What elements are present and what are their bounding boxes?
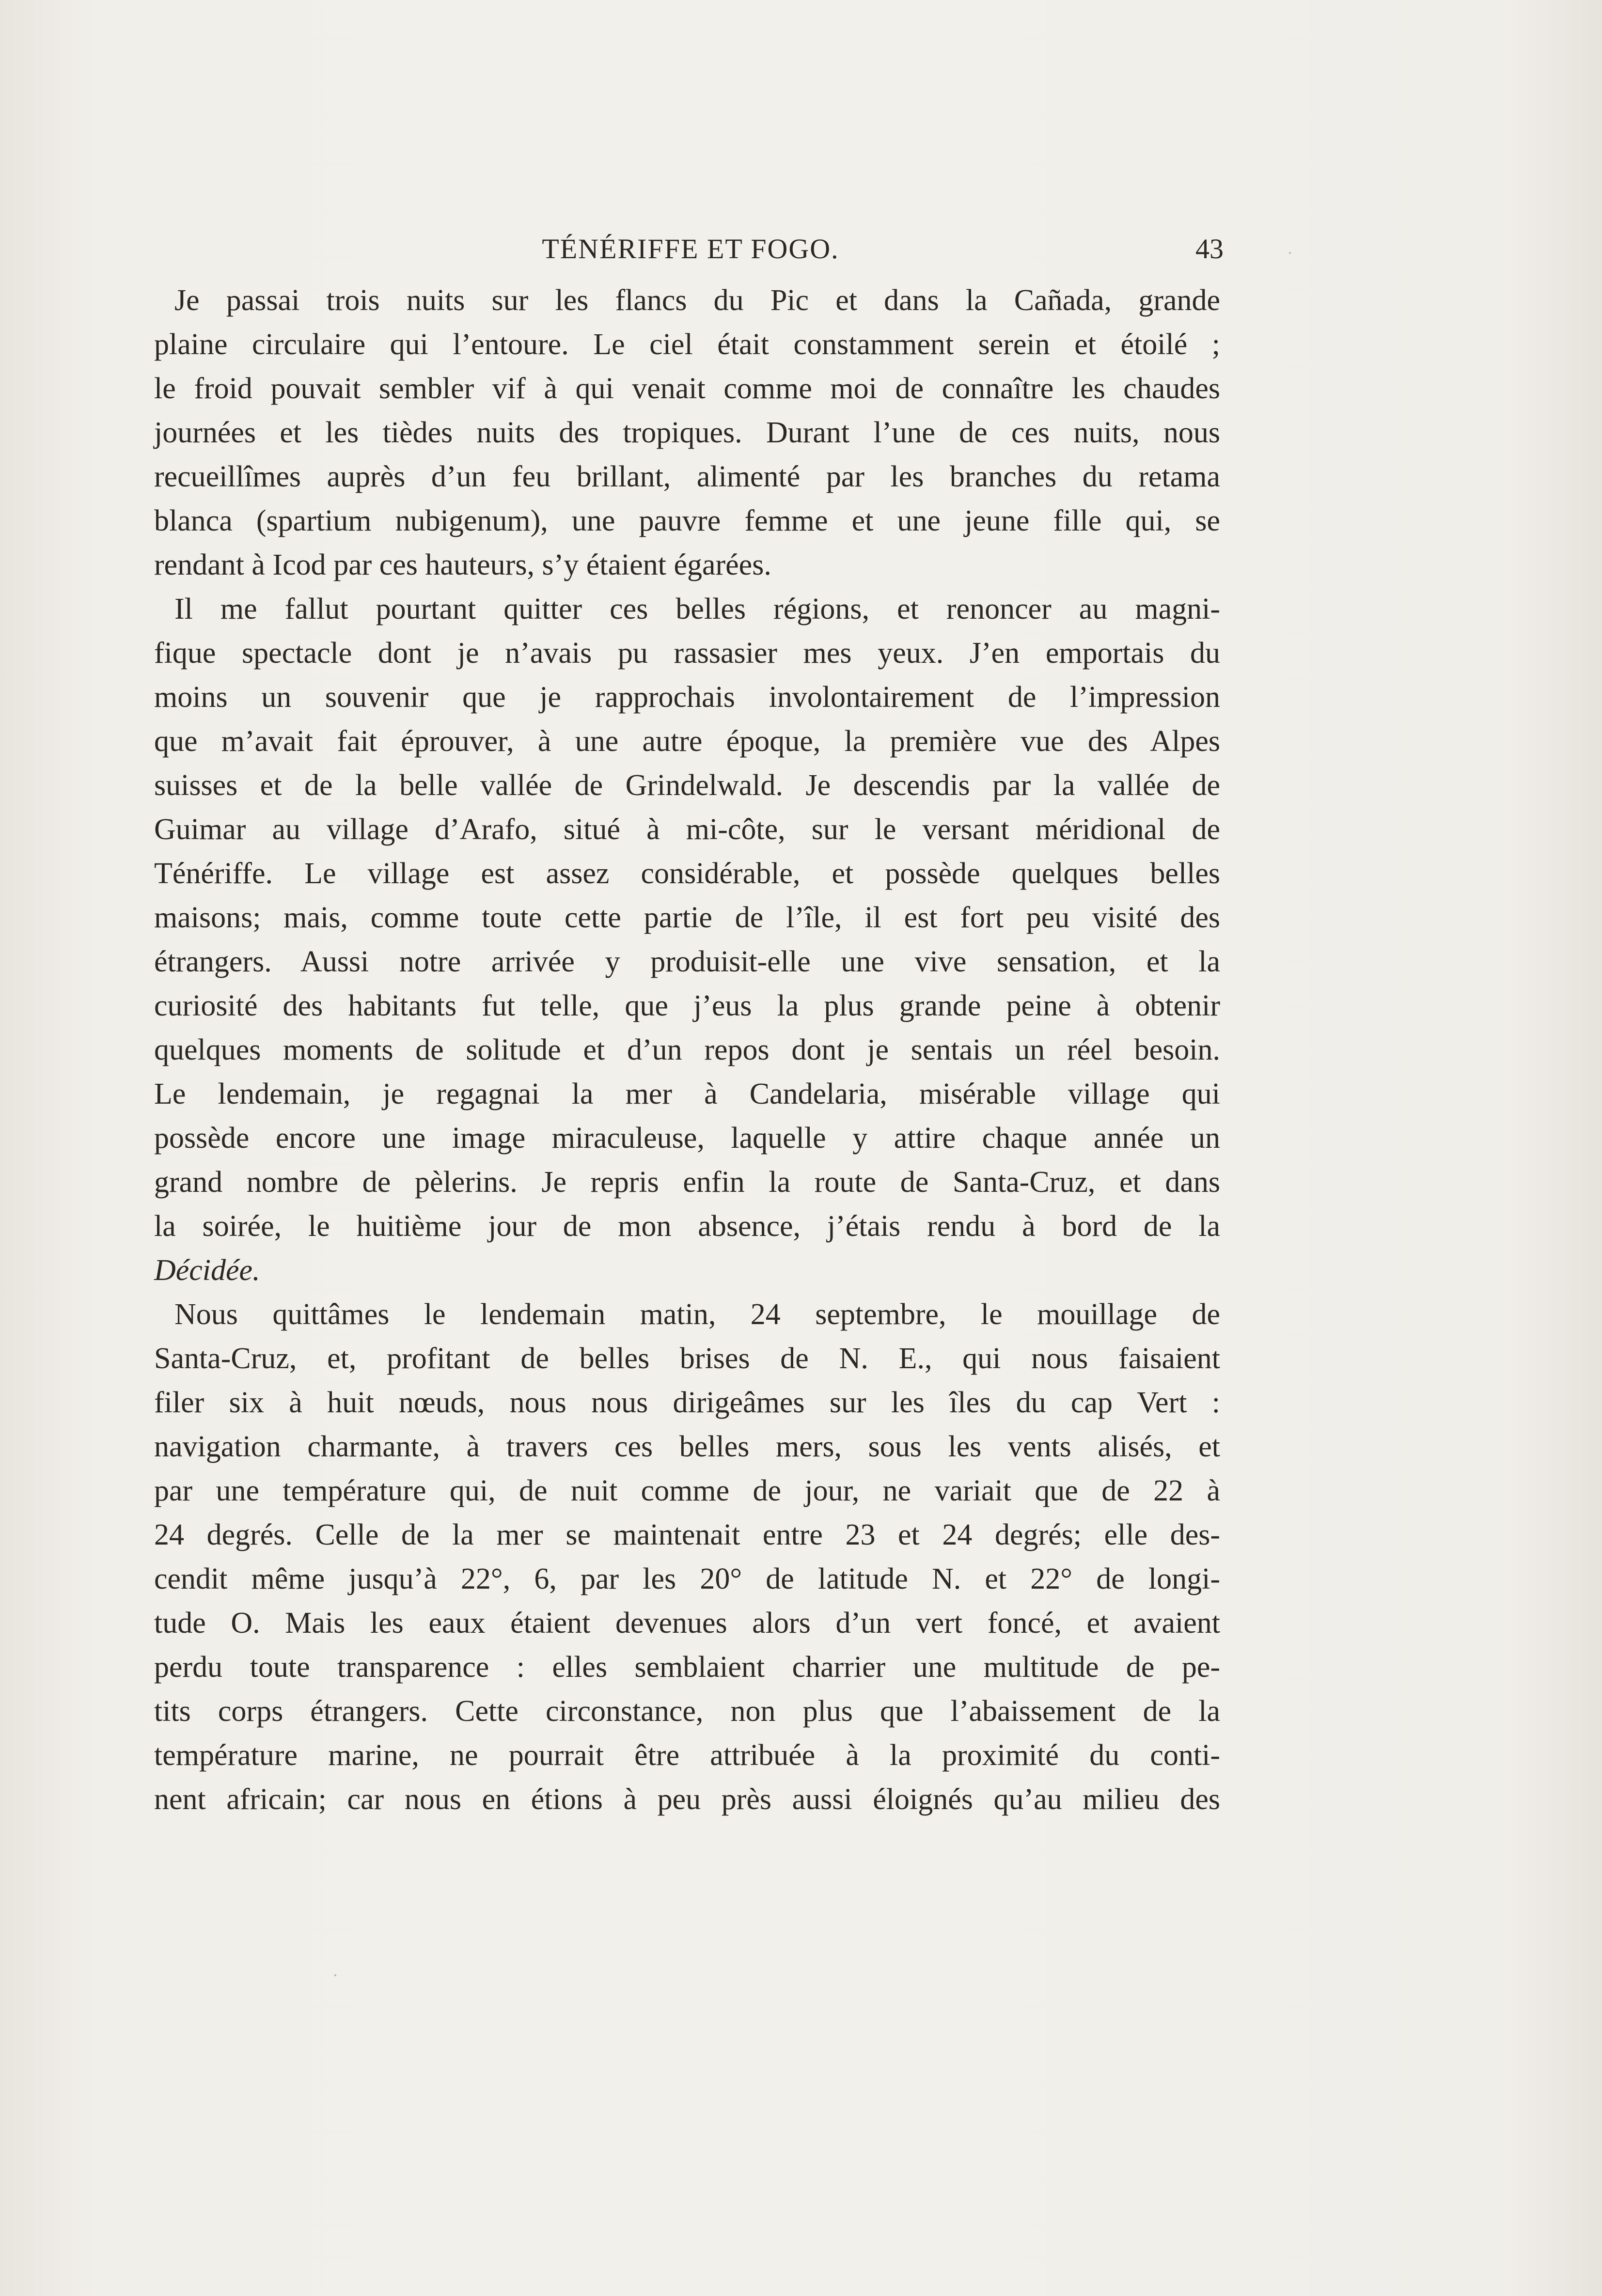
text-line: Je passai trois nuits sur les flancs du Pic et dans la Cañada, grande xyxy=(174,284,1220,317)
page-header xyxy=(157,233,1224,271)
text-line: journées et les tièdes nuits des tropiques. Durant l’une de ces nuits, nous xyxy=(154,416,1220,449)
text-line: grand nombre de pèlerins. Je repris enfin la route de Santa-Cruz, et dans xyxy=(154,1166,1220,1199)
text-line: suisses et de la belle vallée de Grindelwald. Je descendis par la vallée de xyxy=(154,769,1220,802)
text-line: Décidée. xyxy=(154,1254,260,1287)
paper-speck xyxy=(334,1974,336,1976)
text-line: filer six à huit nœuds, nous nous dirigeâmes sur les îles du cap Vert : xyxy=(154,1386,1220,1419)
text-line: Guimar au village d’Arafo, situé à mi-côte, sur le versant méridional de xyxy=(154,813,1220,846)
text-line: Il me fallut pourtant quitter ces belles régions, et renoncer au magni- xyxy=(174,593,1220,625)
text-line: par une température qui, de nuit comme de jour, ne variait que de 22 à xyxy=(154,1474,1220,1507)
text-line: blanca (spartium nubigenum), une pauvre femme et une jeune fille qui, se xyxy=(154,504,1220,537)
text-line: perdu toute transparence : elles semblaient charrier une multitude de pe- xyxy=(154,1651,1220,1684)
page-number: 43 xyxy=(1195,233,1224,265)
text-line: le froid pouvait sembler vif à qui venait comme moi de connaître les chaudes xyxy=(154,372,1220,405)
text-line: cendit même jusqu’à 22°, 6, par les 20° de latitude N. et 22° de longi- xyxy=(154,1562,1220,1595)
text-line: recueillîmes auprès d’un feu brillant, alimenté par les branches du retama xyxy=(154,460,1220,493)
text-line: que m’avait fait éprouver, à une autre époque, la première vue des Alpes xyxy=(154,725,1220,758)
text-line: tude O. Mais les eaux étaient devenues alors d’un vert foncé, et avaient xyxy=(154,1607,1220,1640)
text-line: Ténériffe. Le village est assez considérable, et possède quelques belles xyxy=(154,857,1220,890)
text-line: Santa-Cruz, et, profitant de belles brises de N. E., qui nous faisaient xyxy=(154,1342,1220,1375)
text-line: température marine, ne pourrait être attribuée à la proximité du conti- xyxy=(154,1739,1220,1772)
paper-speck xyxy=(1289,252,1291,254)
text-line: tits corps étrangers. Cette circonstance, non plus que l’abaissement de la xyxy=(154,1695,1220,1728)
text-line: étrangers. Aussi notre arrivée y produisit-elle une vive sensation, et la xyxy=(154,945,1220,978)
body-text xyxy=(154,279,1220,1822)
running-title: TÉNÉRIFFE ET FOGO. xyxy=(542,233,839,265)
text-line: maisons; mais, comme toute cette partie de l’île, il est fort peu visité des xyxy=(154,901,1220,934)
text-line: nent africain; car nous en étions à peu près aussi éloignés qu’au milieu des xyxy=(154,1783,1220,1816)
text-line: fique spectacle dont je n’avais pu rassasier mes yeux. J’en emportais du xyxy=(154,637,1220,670)
text-line: possède encore une image miraculeuse, laquelle y attire chaque année un xyxy=(154,1122,1220,1155)
text-line: quelques moments de solitude et d’un repos dont je sentais un réel besoin. xyxy=(154,1033,1220,1066)
text-line: rendant à Icod par ces hauteurs, s’y étaient égarées. xyxy=(154,548,771,581)
text-line: curiosité des habitants fut telle, que j’eus la plus grande peine à obtenir xyxy=(154,989,1220,1022)
text-line: 24 degrés. Celle de la mer se maintenait entre 23 et 24 degrés; elle des- xyxy=(154,1518,1220,1551)
text-line: navigation charmante, à travers ces belles mers, sous les vents alisés, et xyxy=(154,1430,1220,1463)
text-line: plaine circulaire qui l’entoure. Le ciel était constamment serein et étoilé ; xyxy=(154,328,1220,361)
text-line: moins un souvenir que je rapprochais involontairement de l’impression xyxy=(154,681,1220,714)
text-line: Le lendemain, je regagnai la mer à Candelaria, misérable village qui xyxy=(154,1078,1220,1110)
text-line: Nous quittâmes le lendemain matin, 24 septembre, le mouillage de xyxy=(174,1298,1220,1331)
text-line: la soirée, le huitième jour de mon absence, j’étais rendu à bord de la xyxy=(154,1210,1220,1243)
